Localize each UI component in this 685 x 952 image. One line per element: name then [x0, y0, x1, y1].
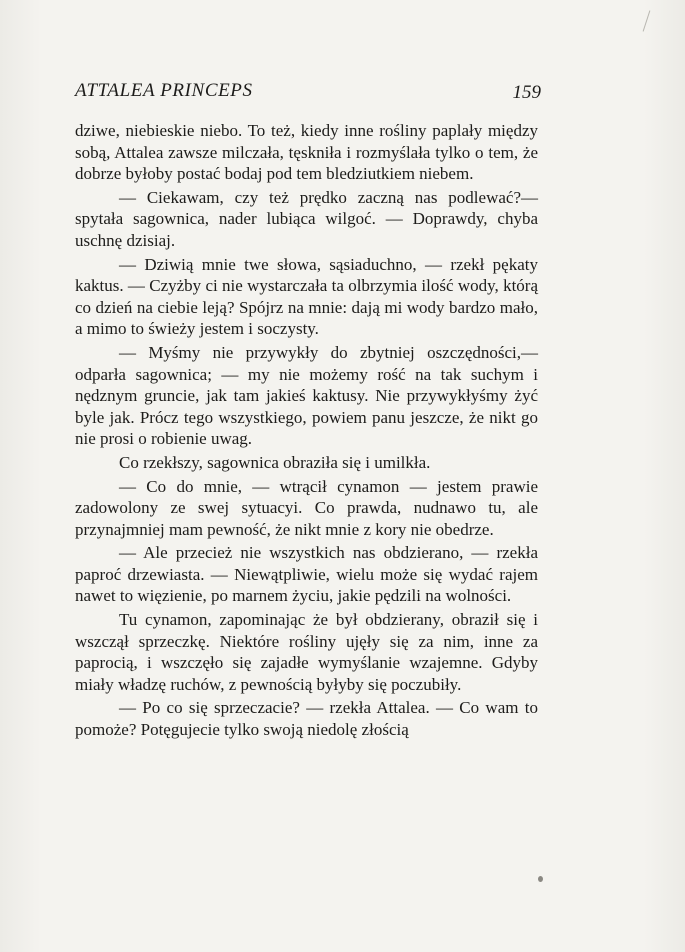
paragraph: dziwe, niebieskie niebo. To też, kiedy inne rośliny paplały między sobą, Attalea zawsze milczała, tęskniła i rozmyślała tylko o tem, że dobrze byłoby postać bodaj pod tem bledziutkiem niebem. [75, 121, 538, 184]
paragraph: — Myśmy nie przywykły do zbytniej oszczędności,— odparła sagownica; — my nie możemy rość na tak suchym i nędznym gruncie, jak tam jakieś kaktusy. Nie przywykłyśmy żyć byle jak. Prócz tego wszystkiego, powiem panu jeszcze, że nikt go nie prosi o robienie uwag. [75, 342, 538, 449]
paragraph: Co rzekłszy, sagownica obraziła się i umilkła. [119, 452, 431, 472]
paragraph: — Po co się sprzeczacie? — rzekła Attalea. — Co wam to pomoże? Potęgujecie tylko swoją niedolę złością [75, 698, 538, 740]
paragraph: Tu cynamon, zapominając że był obdzierany, obraził się i wszczął sprzeczkę. Niektóre rośliny ujęły się za nim, inne za paprocią, i wszczęło się zajadłe wymyślanie wzajemne. Gdyby miały władzę ruchów, z pewnością byłyby się poczubiły. [75, 610, 538, 694]
paragraph: — Co do mnie, — wtrącił cynamon — jestem prawie zadowolony ze swej sytuacyi. Co prawda, nudnawo tu, ale przynajmniej mam pewność, że nikt mnie z kory nie obedrze. [75, 476, 538, 539]
ink-speck [538, 876, 543, 882]
paragraph: — Ale przecież nie wszystkich nas obdzierano, — rzekła paproć drzewiasta. — Niewątpliwie, wielu może się wydać rajem nawet to więzienie, po marnem życiu, jakie pędzili na wolności. [75, 543, 538, 606]
margin-mark [643, 10, 651, 31]
page-number: 159 [512, 82, 541, 103]
paragraph: — Dziwią mnie twe słowa, sąsiaduchno, — rzekł pękaty kaktus. — Czyżby ci nie wystarczała ta olbrzymia ilość wody, którą co dzień na ciebie leją? Spójrz na mnie: dają mi wody bardzo mało, a mimo to świeży jestem i soczysty. [75, 254, 538, 339]
body-text [75, 120, 538, 743]
running-title: ATTALEA PRINCEPS [75, 80, 253, 101]
paragraph: — Ciekawam, czy też prędko zaczną nas podlewać?— spytała sagownica, nader lubiąca wilgoć. — Doprawdy, chyba uschnę dzisiaj. [75, 187, 538, 250]
